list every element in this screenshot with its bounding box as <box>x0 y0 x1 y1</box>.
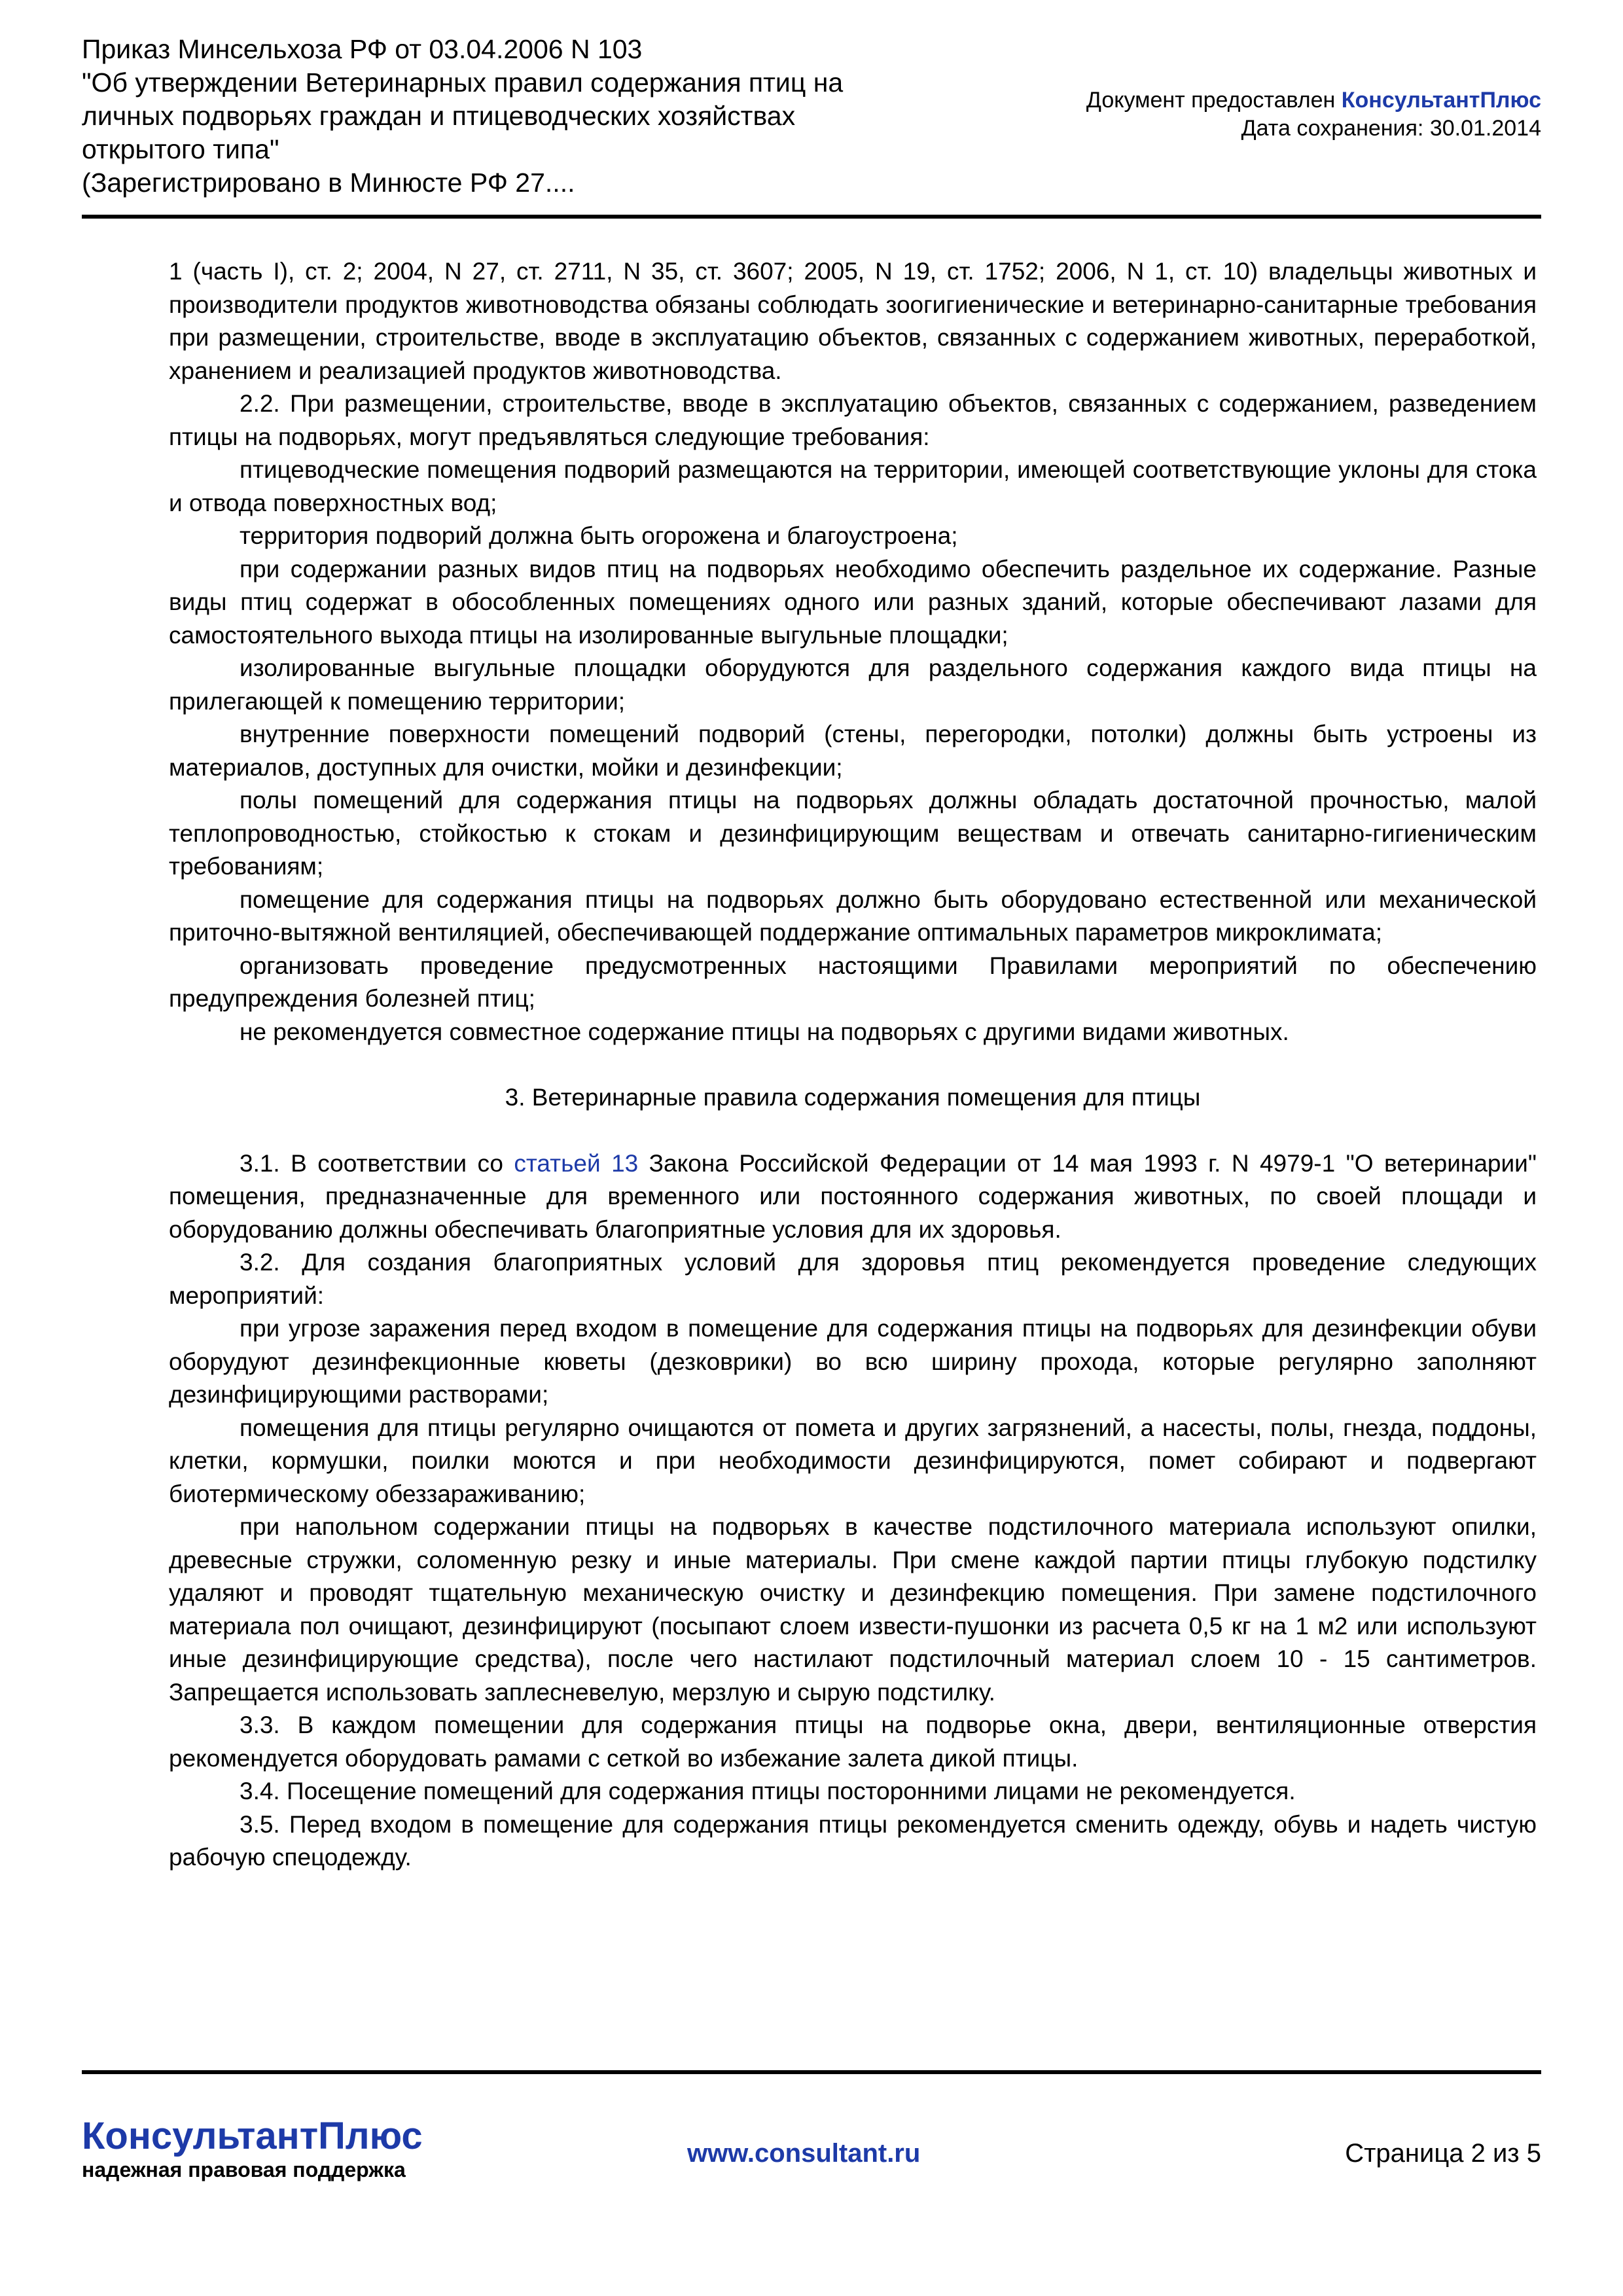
paragraph: 2.2. При размещении, строительстве, вводе в эксплуатацию объектов, связанных с содержанием, разведением птицы на подворьях, могут предъявляться следующие требования: <box>169 390 1537 450</box>
paragraph-with-link <box>169 1147 1537 1247</box>
paragraph: птицеводческие помещения подворий размещаются на территории, имеющей соответствующие уклоны для стока и отвода поверхностных вод; <box>169 456 1537 516</box>
footer-logo <box>82 2115 540 2182</box>
document-title-line: Приказ Минсельхоза РФ от 03.04.2006 N 103 <box>82 34 643 64</box>
header-divider <box>82 215 1541 219</box>
paragraph: изолированные выгульные площадки оборудуются для раздельного содержания каждого вида птицы на прилегающей к помещению территории; <box>169 655 1537 715</box>
document-title-line: "Об утверждении Ветеринарных правил содержания птиц на <box>82 67 844 98</box>
paragraph: организовать проведение предусмотренных настоящими Правилами мероприятий по обеспечению предупреждения болезней птиц; <box>169 952 1537 1012</box>
paragraph: 3.4. Посещение помещений для содержания птицы посторонними лицами не рекомендуется. <box>240 1778 1296 1804</box>
paragraph: при содержании разных видов птиц на подворьях необходимо обеспечить раздельное их содержание. Разные виды птиц содержат в обособленных помещениях одного или разных зданий, которые обеспечивают лазами для самостоятельного выхода птицы на изолированные выгульные площадки; <box>169 555 1537 649</box>
paragraph: территория подворий должна быть огорожена и благоустроена; <box>240 522 958 549</box>
page-number: Страница 2 из 5 <box>1345 2139 1541 2168</box>
document-body <box>169 255 1537 1874</box>
logo-name: КонсультантПлюс <box>82 2115 423 2157</box>
paragraph-text: 3.1. В соответствии со <box>240 1149 514 1177</box>
document-title-line: личных подворьях граждан и птицеводческих хозяйствах <box>82 101 796 131</box>
paragraph: при угрозе заражения перед входом в помещение для содержания птицы на подворьях для дезинфекции обуви оборудуют дезинфекционные кюветы (дезковрики) во всю ширину прохода, которые регулярно заполняют дезинфицирующими растворами; <box>169 1315 1537 1408</box>
document-header <box>82 26 1541 216</box>
paragraph-text: Закона Российской Федерации от 14 мая 1993 г. N 4979-1 "О ветеринарии" помещения, предназначенные для временного или постоянного содержания животных, по своей площади и оборудованию должны обеспечивать благоприятные условия для их здоровья. <box>169 1149 1537 1243</box>
paragraph: 3.2. Для создания благоприятных условий для здоровья птиц рекомендуется проведение следующих мероприятий: <box>169 1249 1537 1309</box>
provider-info <box>1086 86 1541 143</box>
provided-by <box>1086 86 1541 115</box>
document-title-line: (Зарегистрировано в Минюсте РФ 27.... <box>82 168 575 198</box>
save-date: Дата сохранения: 30.01.2014 <box>1241 116 1541 141</box>
footer-divider <box>82 2070 1541 2074</box>
logo-tagline: надежная правовая поддержка <box>82 2158 406 2181</box>
paragraph: не рекомендуется совместное содержание птицы на подворьях с другими видами животных. <box>240 1018 1289 1045</box>
website-link[interactable]: www.consultant.ru <box>687 2139 921 2168</box>
paragraph: 1 (часть I), ст. 2; 2004, N 27, ст. 2711, N 35, ст. 3607; 2005, N 19, ст. 1752; 2006, N 1, ст. 10) владельцы животных и производители продуктов животноводства обязаны соблюдать зоогигиенические и ветеринарно-санитарные требования при размещении, строительстве, вводе в эксплуатацию объектов, связанных с содержанием животных, переработкой, хранением и реализацией продуктов животноводства. <box>169 258 1537 384</box>
provider-brand: КонсультантПлюс <box>1341 88 1541 113</box>
document-title-block <box>82 33 919 200</box>
law-article-link[interactable]: статьей 13 <box>514 1149 639 1177</box>
paragraph: помещения для птицы регулярно очищаются от помета и других загрязнений, а насесты, полы, гнезда, поддоны, клетки, кормушки, поилки моются и при необходимости дезинфицируются, помет собирают и подвергают биотермическому обеззараживанию; <box>169 1414 1537 1507</box>
paragraph: 3.3. В каждом помещении для содержания птицы на подворье окна, двери, вентиляционные отверстия рекомендуется оборудовать рамами с сеткой во избежание залета дикой птицы. <box>169 1712 1537 1772</box>
paragraph: помещение для содержания птицы на подворьях должно быть оборудовано естественной или механической приточно-вытяжной вентиляцией, обеспечивающей поддержание оптимальных параметров микроклимата; <box>169 886 1537 946</box>
paragraph: внутренние поверхности помещений подворий (стены, перегородки, потолки) должны быть устроены из материалов, доступных для очистки, мойки и дезинфекции; <box>169 721 1537 781</box>
paragraph: полы помещений для содержания птицы на подворьях должны обладать достаточной прочностью, малой теплопроводностью, стойкостью к стокам и дезинфицирующим веществам и отвечать санитарно-гигиеническим требованиям; <box>169 787 1537 880</box>
provided-by-prefix: Документ предоставлен <box>1086 88 1342 113</box>
section-heading: 3. Ветеринарные правила содержания помещения для птицы <box>505 1084 1201 1111</box>
paragraph: при напольном содержании птицы на подворьях в качестве подстилочного материала используют опилки, древесные стружки, соломенную резку и иные материалы. При смене каждой партии птицы глубокую подстилку удаляют и проводят тщательную механическую очистку и дезинфекцию помещения. При замене подстилочного материала пол очищают, дезинфицируют (посыпают слоем извести-пушонки из расчета 0,5 кг на 1 м2 или используют иные дезинфицирующие средства), после чего настилают подстилочный материал слоем 10 - 15 сантиметров. Запрещается использовать заплесневелую, мерзлую и сырую подстилку. <box>169 1513 1537 1706</box>
paragraph: 3.5. Перед входом в помещение для содержания птицы рекомендуется сменить одежду, обувь и надеть чистую рабочую спецодежду. <box>169 1810 1537 1871</box>
document-title-line: открытого типа" <box>82 134 279 164</box>
